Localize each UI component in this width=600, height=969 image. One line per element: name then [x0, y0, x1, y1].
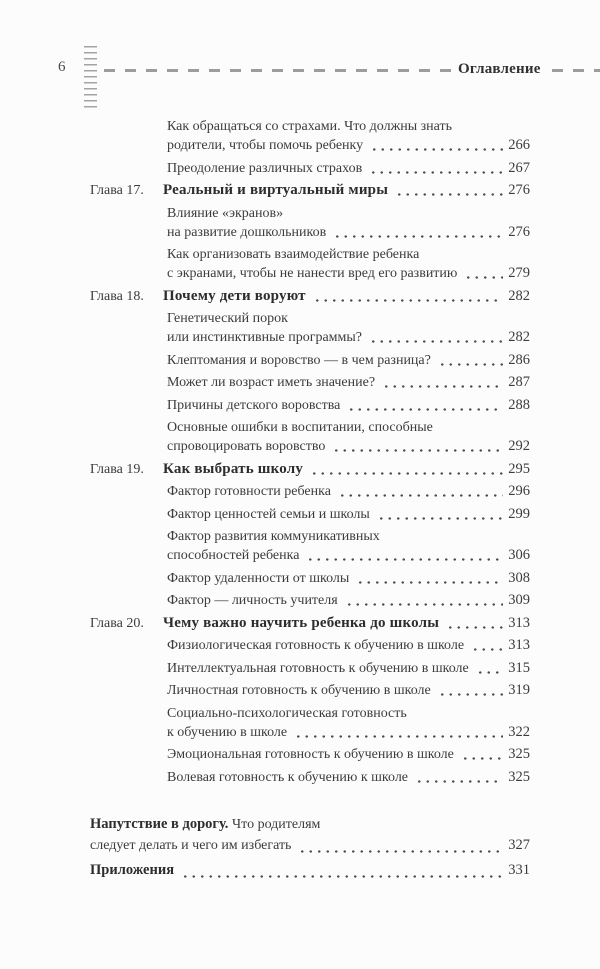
toc-page-number: 296 — [508, 483, 530, 499]
toc-entry-section — [90, 814, 530, 857]
toc-page-number: 319 — [508, 682, 530, 698]
toc-entry-chapter — [90, 287, 530, 306]
toc-entry-line — [167, 745, 530, 764]
toc-entry-line — [90, 614, 530, 633]
toc-page-number: 282 — [508, 329, 530, 345]
entry-text: Фактор — личность учителя — [167, 593, 338, 608]
toc-entry-chapter — [90, 181, 530, 200]
entry-text: или инстинктивные программы? — [167, 330, 363, 345]
dot-leader — [462, 264, 503, 283]
toc-entry-line — [167, 482, 530, 501]
entry-text: с экранами, чтобы не нанести вред его развитию — [167, 266, 458, 281]
toc-entry-line — [167, 659, 530, 678]
toc-page-number: 295 — [508, 460, 530, 477]
toc-entry-line — [167, 569, 530, 588]
toc-entry-line — [167, 264, 530, 283]
dot-leader — [413, 768, 503, 787]
toc-entry-line — [90, 460, 530, 479]
toc-entry-sub — [90, 373, 530, 392]
toc-entry-sub — [90, 418, 530, 456]
entry-text: Основные ошибки в воспитании, способные — [167, 420, 433, 435]
toc-entry-line — [167, 223, 530, 242]
dot-leader — [368, 136, 503, 155]
entry-text: Социально-психологическая готовность — [167, 705, 407, 721]
entry-text: Волевая готовность к обучению к школе — [167, 769, 409, 785]
entry-text: Фактор готовности ребенка — [167, 484, 331, 499]
chapter-title: Как выбрать школу — [163, 460, 304, 477]
entry-text: Влияние «экранов» — [167, 205, 284, 221]
dot-leader — [296, 835, 503, 857]
toc-entry-line — [167, 117, 530, 136]
toc-entry-line — [167, 418, 530, 437]
toc-entry-line — [167, 136, 530, 155]
toc-entry-line — [90, 181, 530, 200]
toc-list — [90, 117, 530, 885]
entry-text: способностей ребенка — [167, 548, 300, 563]
entry-text: Фактор удаленности от школы — [167, 570, 350, 586]
entry-text: Генетический порок — [167, 311, 288, 326]
entry-text: Эмоциональная готовность к обучению в школе — [167, 747, 454, 762]
toc-entry-line — [90, 835, 530, 857]
entry-text: Фактор ценностей семьи и школы — [167, 506, 370, 522]
toc-page-number: 331 — [508, 862, 530, 878]
entry-text: Причины детского воровства — [167, 397, 341, 413]
entry-text: Интеллектуальная готовность к обучению в школе — [167, 660, 469, 676]
chapter-title: Реальный и виртуальный миры — [163, 182, 389, 198]
dot-leader — [330, 437, 503, 456]
toc-page-number: 299 — [508, 505, 530, 522]
dot-leader — [444, 614, 503, 633]
toc-entry-line — [167, 245, 530, 264]
toc-entry-line — [167, 768, 530, 787]
dot-leader — [179, 860, 503, 882]
toc-entry-sub — [90, 636, 530, 655]
toc-entry-line — [167, 373, 530, 392]
toc-entry-sub — [90, 351, 530, 370]
toc-entry-line — [167, 681, 530, 700]
toc-page-number: 266 — [508, 137, 530, 153]
dot-leader — [311, 287, 504, 306]
running-head-title: Оглавление — [458, 61, 541, 77]
toc-page-number: 279 — [508, 265, 530, 281]
ruler-tick-marks-icon — [84, 46, 97, 108]
toc-page-number: 288 — [508, 396, 530, 413]
entry-text: родители, чтобы помочь ребенку — [167, 138, 364, 153]
toc-entry-sub — [90, 396, 530, 415]
toc-entry-sub — [90, 527, 530, 565]
entry-text: Клептомания и воровство — в чем разница? — [167, 352, 431, 368]
toc-entry-sub — [90, 159, 530, 178]
header-dashes-right — [552, 69, 600, 72]
toc-entry-sub — [90, 704, 530, 742]
toc-page-number: 325 — [508, 768, 530, 785]
toc-page-number: 276 — [508, 223, 530, 240]
toc-page-number: 292 — [508, 438, 530, 454]
chapter-label: Глава 17. — [90, 183, 144, 198]
entry-text: Физиологическая готовность к обучению в школе — [167, 638, 465, 653]
toc-entry-line — [90, 814, 530, 836]
toc-page-number: 282 — [508, 287, 530, 304]
toc-entry-line — [167, 351, 530, 370]
dot-leader — [343, 591, 504, 610]
toc-entry-line — [167, 527, 530, 546]
toc-entry-sub — [90, 204, 530, 242]
entry-text: Может ли возраст иметь значение? — [167, 375, 376, 390]
toc-entry-line — [167, 437, 530, 456]
toc-page-number: 325 — [508, 746, 530, 762]
toc-entry-chapter — [90, 614, 530, 633]
dot-leader — [331, 223, 503, 242]
dot-leader — [436, 351, 503, 370]
toc-entry-sub — [90, 591, 530, 610]
dot-leader — [436, 681, 504, 700]
toc-page-number: 308 — [508, 569, 530, 586]
toc-page-number: 267 — [508, 159, 530, 176]
toc-page-number: 287 — [508, 374, 530, 390]
entry-text: к обучению в школе — [167, 724, 288, 740]
dot-leader — [308, 460, 503, 479]
dot-leader — [393, 181, 503, 200]
toc-entry-sub — [90, 505, 530, 524]
dot-leader — [474, 659, 504, 678]
dot-leader — [336, 482, 503, 501]
entry-text: Фактор развития коммуникативных — [167, 529, 380, 544]
toc-entry-line — [90, 287, 530, 306]
chapter-label: Глава 19. — [90, 461, 144, 477]
entry-text: Личностная готовность к обучению в школе — [167, 683, 431, 698]
toc-page-number: 313 — [508, 614, 530, 631]
toc-entry-sub — [90, 569, 530, 588]
toc-entry-line — [167, 723, 530, 742]
toc-entry-line — [90, 860, 530, 882]
toc-entry-line — [167, 204, 530, 223]
toc-entry-line — [167, 309, 530, 328]
toc-entry-line — [167, 159, 530, 178]
dot-leader — [345, 396, 503, 415]
toc-page-number: 322 — [508, 723, 530, 740]
toc-entry-line — [167, 546, 530, 565]
toc-page-number: 306 — [508, 547, 530, 563]
chapter-title: Почему дети воруют — [163, 287, 306, 304]
entry-text: Преодоление различных страхов — [167, 160, 363, 176]
dot-leader — [469, 636, 503, 655]
toc-page-number: 309 — [508, 592, 530, 608]
toc-entry-line — [167, 591, 530, 610]
entry-text: на развитие дошкольников — [167, 224, 327, 240]
toc-entry-line — [167, 704, 530, 723]
toc-entry-line — [167, 328, 530, 347]
header-dashes-left — [104, 69, 452, 72]
page-number: 6 — [58, 59, 66, 75]
chapter-label: Глава 20. — [90, 615, 144, 631]
toc-entry-sub — [90, 681, 530, 700]
dot-leader — [367, 159, 503, 178]
dot-leader — [292, 723, 503, 742]
dot-leader — [354, 569, 503, 588]
toc-entry-line — [167, 505, 530, 524]
entry-text: Что родителям — [232, 816, 321, 832]
entry-text: Как организовать взаимодействие ребенка — [167, 247, 420, 262]
section-title: Напутствие в дорогу. — [90, 815, 233, 832]
dot-leader — [304, 546, 503, 565]
entry-text: спровоцировать воровство — [167, 439, 326, 454]
chapter-title: Чему важно научить ребенка до школы — [163, 614, 440, 631]
entry-text: Как обращаться со страхами. Что должны знать — [167, 119, 453, 134]
section-title: Приложения — [90, 862, 175, 878]
toc-page-number: 327 — [508, 837, 530, 853]
toc-page-number: 313 — [508, 637, 530, 653]
toc-entry-line — [167, 396, 530, 415]
toc-entry-section — [90, 860, 530, 882]
dot-leader — [367, 328, 503, 347]
toc-entry-sub — [90, 745, 530, 764]
toc-entry-sub — [90, 659, 530, 678]
toc-page-number: 276 — [508, 182, 530, 198]
toc-page-number: 286 — [508, 351, 530, 368]
dot-leader — [380, 373, 503, 392]
toc-entry-sub — [90, 482, 530, 501]
toc-entry-chapter — [90, 460, 530, 479]
dot-leader — [375, 505, 503, 524]
dot-leader — [459, 745, 503, 764]
toc-entry-sub — [90, 309, 530, 347]
toc-entry-sub — [90, 117, 530, 155]
toc-page-number: 315 — [508, 659, 530, 676]
entry-text: следует делать и чего им избегать — [90, 838, 292, 853]
toc-entry-sub — [90, 768, 530, 787]
chapter-label: Глава 18. — [90, 288, 144, 304]
toc-entry-line — [167, 636, 530, 655]
toc-entry-sub — [90, 245, 530, 283]
